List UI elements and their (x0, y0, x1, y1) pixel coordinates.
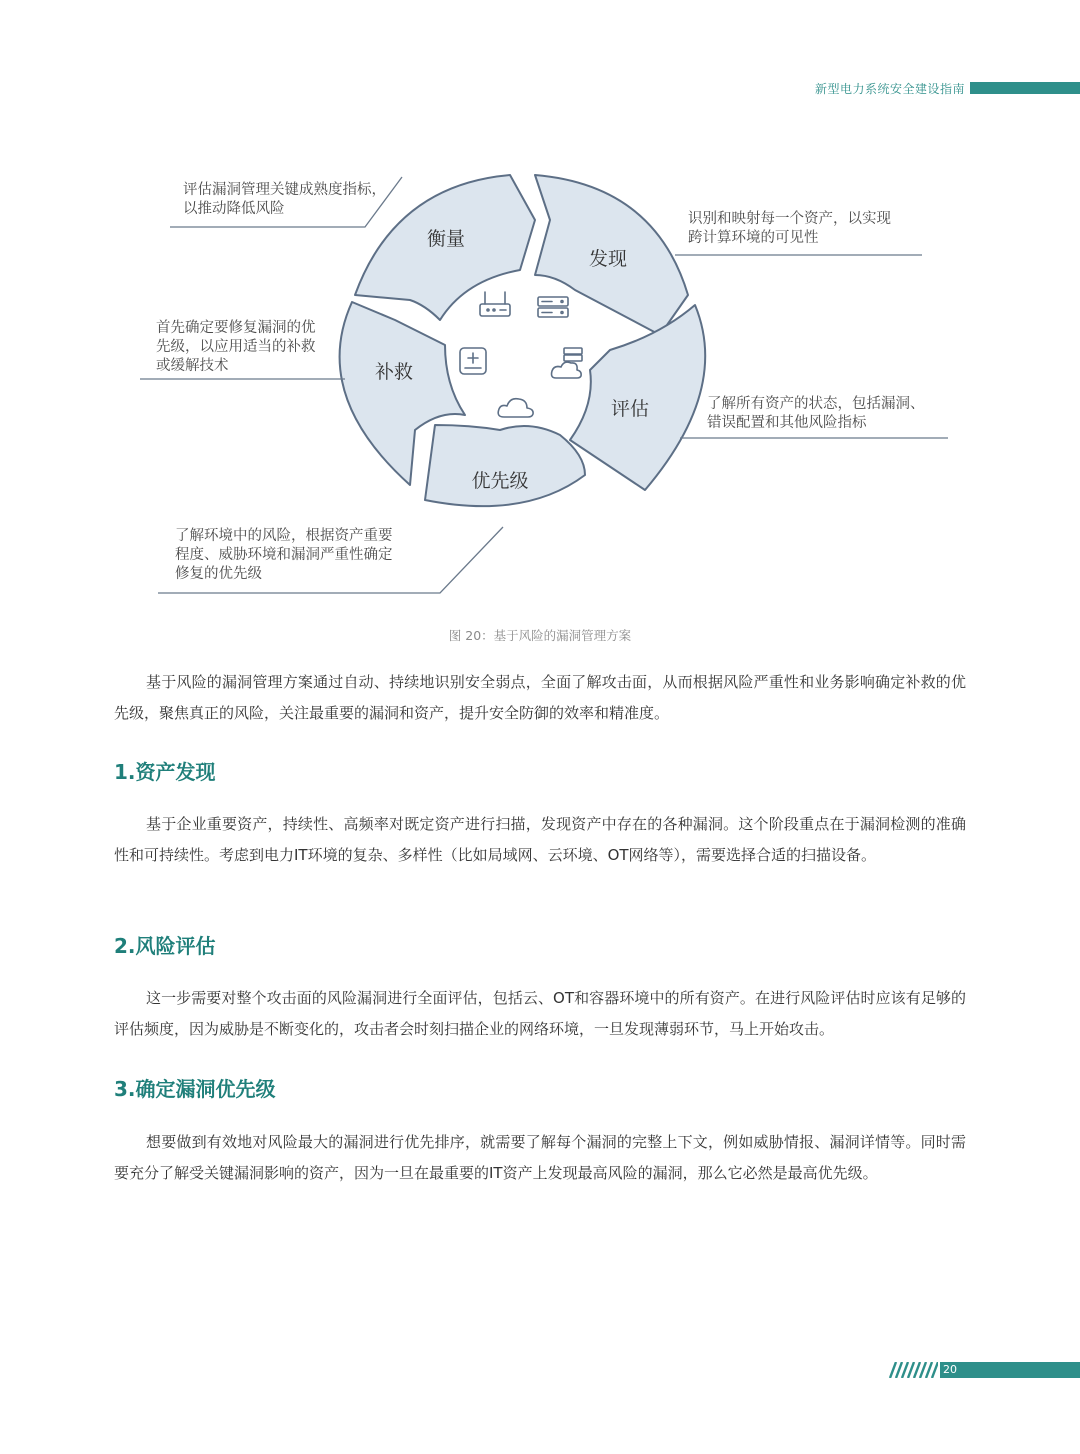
router-icon (480, 292, 510, 316)
callout-measure (183, 181, 386, 219)
callout-prioritize-line: 程度、威胁环境和漏洞严重性确定 (175, 547, 393, 563)
segment-label-prioritize: 优先级 (471, 470, 529, 492)
callout-remediate-line: 先级，以应用适当的补救 (156, 339, 316, 355)
segment-label-assess: 评估 (610, 398, 650, 420)
segment-label-remediate: 补救 (374, 361, 414, 383)
callout-discover-line: 识别和映射每一个资产，以实现 (688, 211, 891, 227)
cloud-icon (498, 399, 533, 417)
footer-accent-bar (940, 1362, 1080, 1378)
callout-remediate (156, 319, 316, 376)
callout-prioritize (175, 527, 393, 584)
segment-label-measure: 衡量 (426, 228, 466, 250)
callout-discover (688, 210, 891, 248)
header-accent-bar (970, 82, 1080, 94)
section-heading: 3.确定漏洞优先级 (114, 1077, 276, 1101)
network-switch-icon (460, 348, 486, 374)
section-heading: 2.风险评估 (114, 934, 216, 958)
callout-prioritize-line: 了解环境中的风险，根据资产重要 (175, 528, 393, 544)
section-body: 基于企业重要资产，持续性、高频率对既定资产进行扫描，发现资产中存在的各种漏洞。这个阶段重点在于漏洞检测的准确性和可持续性。考虑到电力IT环境的复杂、多样性（比如局域网、云环境、OT网络等），需要选择合适的扫描设备。 (114, 815, 966, 864)
footer-slash-pattern (888, 1362, 938, 1378)
vulnerability-cycle-diagram (140, 165, 960, 605)
segment-label-discover: 发现 (588, 248, 628, 270)
callout-assess (707, 395, 925, 433)
header-title: 新型电力系统安全建设指南 (814, 82, 965, 96)
callout-assess-line: 了解所有资产的状态，包括漏洞、 (707, 396, 925, 412)
section-body: 想要做到有效地对风险最大的漏洞进行优先排序，就需要了解每个漏洞的完整上下文，例如威胁情报、漏洞详情等。同时需要充分了解受关键漏洞影响的资产，因为一旦在最重要的IT资产上发现最高风险的漏洞，那么它必然是最高优先级。 (114, 1133, 966, 1182)
segment-prioritize (425, 425, 585, 506)
intro-paragraph: 基于风险的漏洞管理方案通过自动、持续地识别安全弱点，全面了解攻击面，从而根据风险严重性和业务影响确定补救的优先级，聚焦真正的风险，关注最重要的漏洞和资产，提升安全防御的效率和精准度。 (114, 673, 966, 722)
callout-discover-line: 跨计算环境的可见性 (688, 230, 819, 246)
cloud-server-icon (552, 348, 583, 378)
callout-assess-line: 错误配置和其他风险指标 (707, 415, 867, 431)
callout-measure-line: 评估漏洞管理关键成熟度指标， (183, 182, 386, 198)
server-icon (538, 297, 568, 317)
callout-measure-line: 以推动降低风险 (183, 201, 285, 217)
section-heading: 1.资产发现 (114, 760, 216, 784)
page-number: 20 (943, 1363, 957, 1376)
callout-remediate-line: 首先确定要修复漏洞的优 (156, 320, 316, 336)
callout-prioritize-line: 修复的优先级 (175, 566, 262, 582)
section-body: 这一步需要对整个攻击面的风险漏洞进行全面评估，包括云、OT和容器环境中的所有资产。在进行风险评估时应该有足够的评估频度，因为威胁是不断变化的，攻击者会时刻扫描企业的网络环境，一旦发现薄弱环节，马上开始攻击。 (114, 989, 966, 1038)
figure-caption: 图 20：基于风险的漏洞管理方案 (448, 628, 632, 643)
callout-remediate-line: 或缓解技术 (156, 358, 229, 374)
